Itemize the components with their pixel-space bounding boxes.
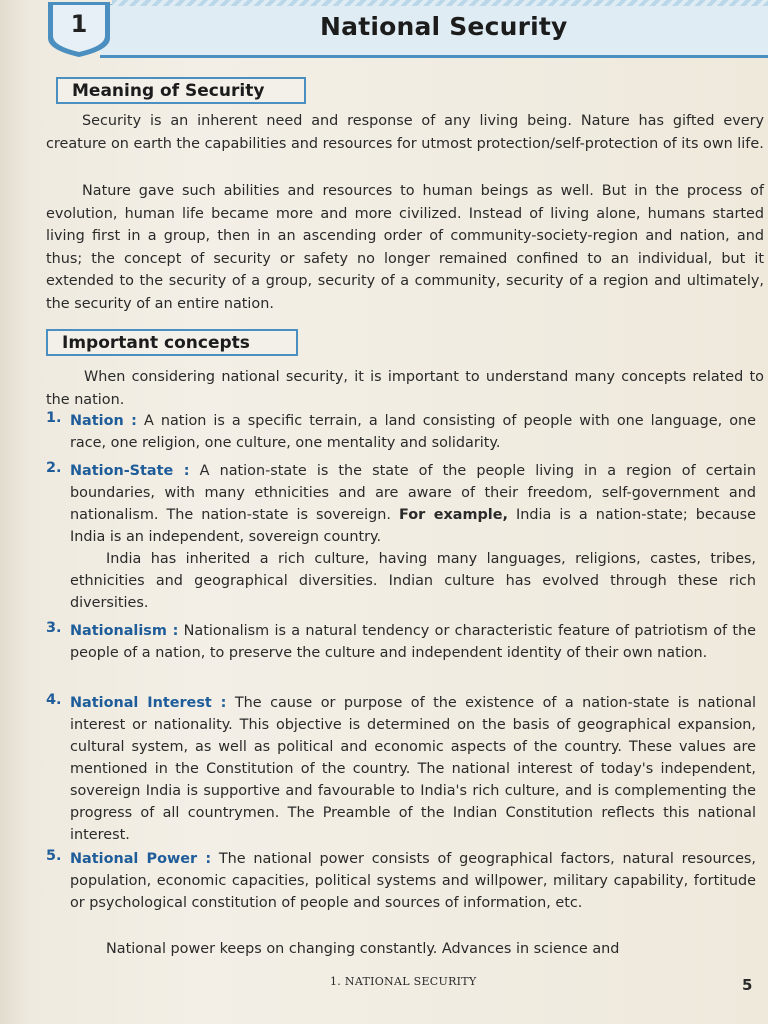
section-heading-concepts: Important concepts	[46, 329, 298, 356]
item-number: 3.	[46, 620, 62, 636]
concept-text: The cause or purpose of the existence of a nation-state is national interest or nationality. This objective is determined on the basis of geographical expansion, cultural system, as well as political and economic aspects of the country. These values are mentioned in the Constitution of the country. The national interest of today's independent, sovereign India is supportive and favourable to India's rich culture, and is complementing the progress of all countrymen. The Preamble of the Indian Constitution reflects this national interest.	[70, 695, 757, 843]
item-number: 2.	[46, 460, 62, 476]
item-number: 4.	[46, 692, 62, 708]
item-number: 1.	[46, 410, 62, 426]
paragraph-concepts-intro: When considering national security, it is important to understand many concepts related to the nation.	[46, 369, 764, 408]
chapter-title: National Security	[320, 12, 568, 41]
term-label: Nationalism :	[70, 623, 179, 639]
term-label: National Interest :	[70, 695, 227, 711]
section-heading-meaning: Meaning of Security	[56, 77, 306, 104]
concept-nation-state-para2: India has inherited a rich culture, having many languages, religions, castes, tribes, ethnicities and geographical diversities. Indian culture has evolved through these rich diversities.	[70, 551, 756, 611]
concept-text: Nationalism is a natural tendency or characteristic feature of patriotism of the people of a nation, to preserve the culture and independent identity of their own nation.	[70, 623, 756, 661]
concept-text: A nation is a specific terrain, a land consisting of people with one language, one race, one religion, one culture, one mentality and solidarity.	[70, 413, 757, 451]
page-number: 5	[742, 976, 753, 994]
example-label: For example,	[399, 507, 508, 523]
term-label: Nation :	[70, 413, 137, 429]
concept-national-power	[70, 848, 756, 914]
running-footer: 1. NATIONAL SECURITY	[330, 975, 477, 988]
concept-text: The national power consists of geographical factors, natural resources, population, economic capacities, political systems and willpower, military capability, fortitude or psychological constitution of people and sources of information, etc.	[70, 851, 756, 911]
concept-national-power-para2: National power keeps on changing constantly. Advances in science and	[106, 941, 620, 957]
concept-nation	[70, 410, 756, 454]
chapter-number: 1	[70, 10, 88, 38]
paragraph-meaning-2: Nature gave such abilities and resources to human beings as well. But in the process of evolution, human life became more and more civilized. Instead of living alone, humans started living first in a group, then in an ascending order of community-society-region and nation, and thus; the concept of security or safety no longer remained confined to an individual, but it extended to the security of a group, security of a community, security of a region and ultimately, the security of an entire nation.	[46, 183, 764, 312]
concept-nationalism	[70, 620, 756, 664]
concept-text-2: India is a nation-state; because India is an independent, sovereign country.	[70, 507, 756, 545]
header-stripe	[112, 0, 768, 6]
term-label: Nation-State :	[70, 463, 190, 479]
paragraph-meaning-1: Security is an inherent need and response of any living being. Nature has gifted every creature on earth the capabilities and resources for utmost protection/self-protection of its own life.	[46, 113, 764, 152]
concept-text: A nation-state is the state of the people living in a region of certain boundaries, with many ethnicities and are aware of their freedom, self-government and nationalism. The nation-state is sovereign.	[70, 463, 756, 523]
term-label: National Power :	[70, 851, 212, 867]
item-number: 5.	[46, 848, 62, 864]
concept-nation-state	[70, 460, 756, 548]
concept-national-interest	[70, 692, 756, 846]
